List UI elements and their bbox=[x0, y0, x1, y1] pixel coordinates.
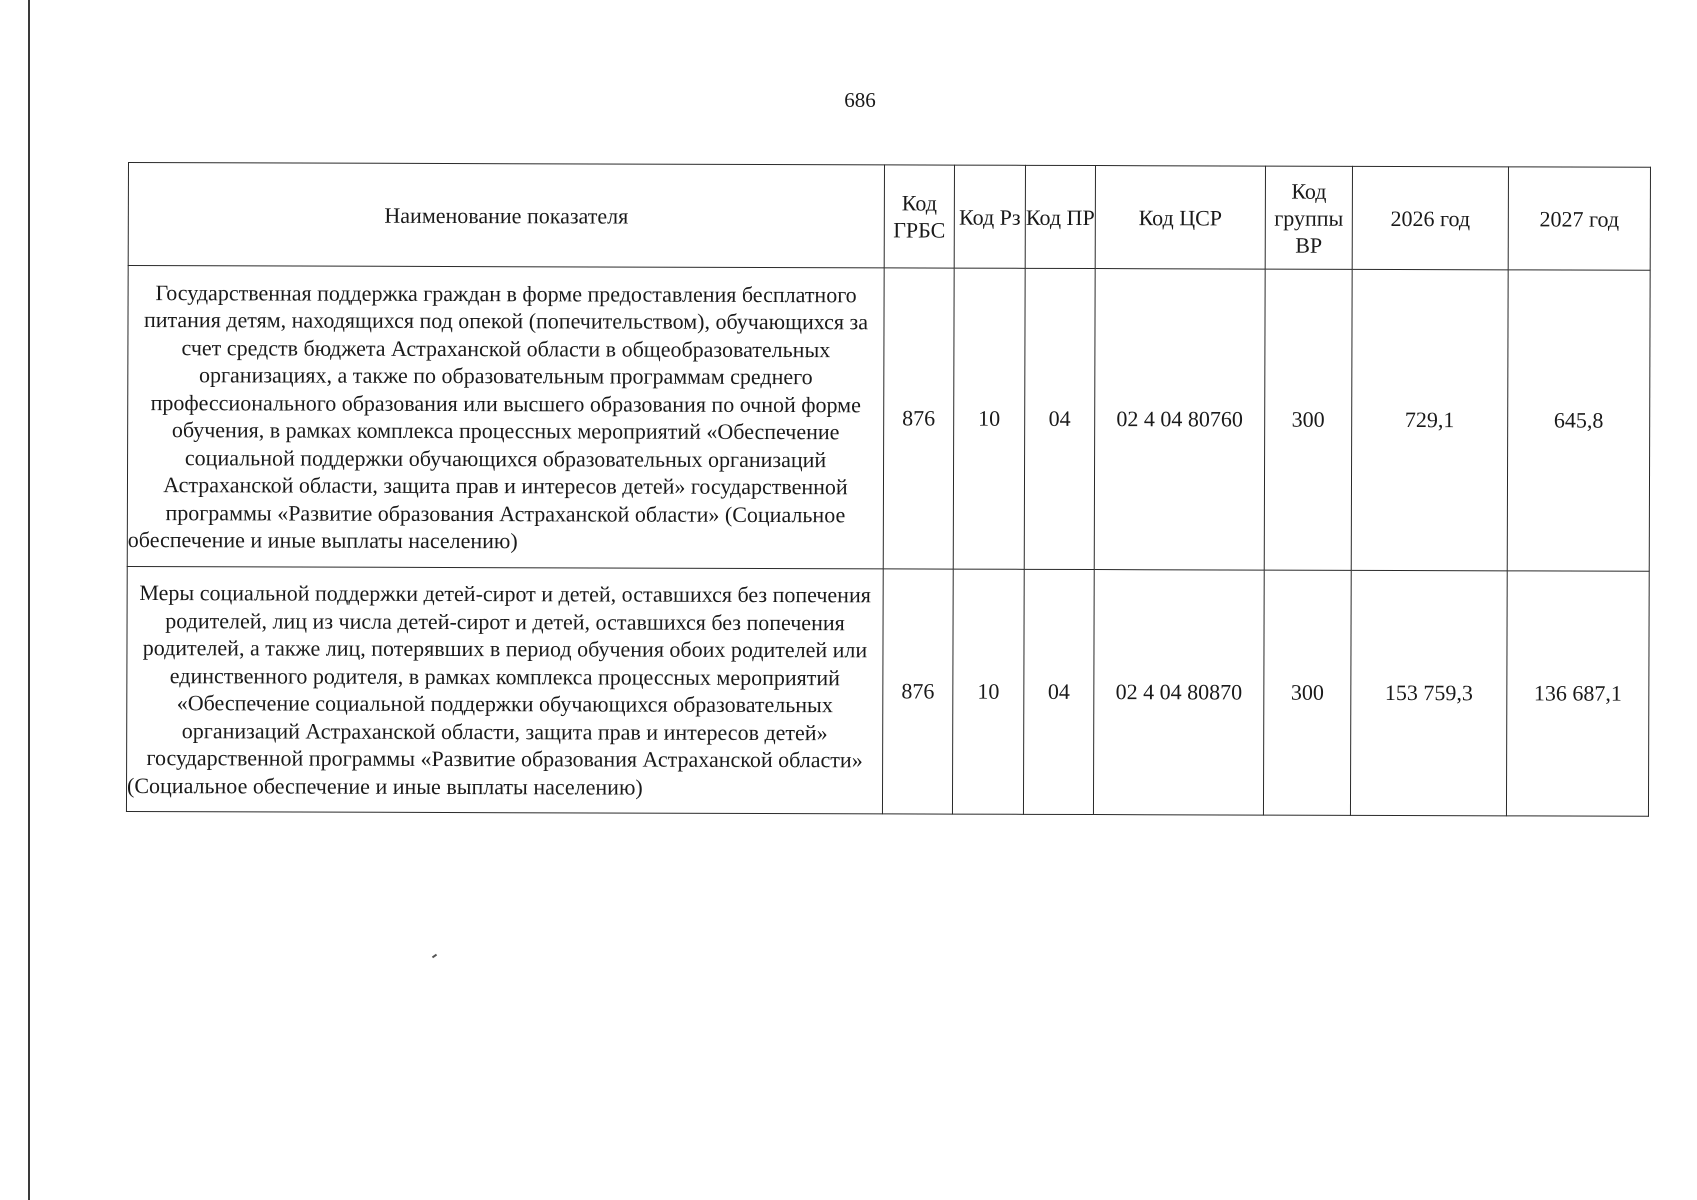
header-pr: Код ПР bbox=[1025, 165, 1095, 268]
header-grbs: Код ГРБС bbox=[884, 165, 954, 268]
table-row bbox=[127, 266, 1650, 572]
row-name-cell: Государственная поддержка граждан в форме предоставления бесплатного питания детям, находящихся под опекой (попечительством), обучающихся за счет средств бюджета Астраханской области в общеобразовательных организациях, а также по образовательным программам среднего профессионального образования или высшего образования по очной форме обучения, в рамках комплекса процессных мероприятий «Обеспечение социальной поддержки обучающихся образовательных организаций Астраханской области, защита прав и интересов детей» государственной программы «Развитие образования Астраханской области» (Социальное обеспечение и иные выплаты населению) bbox=[127, 266, 884, 569]
page-number: 686 bbox=[844, 88, 876, 112]
binding-edge-line bbox=[28, 0, 30, 1200]
row-vr-cell: 300 bbox=[1263, 570, 1351, 815]
table-row bbox=[126, 566, 1649, 816]
header-2027: 2027 год bbox=[1508, 167, 1650, 270]
header-csr: Код ЦСР bbox=[1095, 166, 1265, 270]
row-2026-cell: 153 759,3 bbox=[1350, 570, 1507, 815]
row-vr-cell: 300 bbox=[1264, 269, 1352, 570]
header-rz: Код Рз bbox=[954, 165, 1025, 268]
row-2027-cell: 136 687,1 bbox=[1506, 571, 1649, 816]
header-name: Наименование показателя bbox=[128, 163, 884, 268]
row-csr-cell: 02 4 04 80760 bbox=[1094, 269, 1265, 571]
table-header-row bbox=[128, 163, 1650, 271]
row-2027-cell: 645,8 bbox=[1507, 270, 1650, 571]
row-rz-cell: 10 bbox=[952, 569, 1024, 814]
row-rz-cell: 10 bbox=[953, 268, 1025, 569]
row-grbs-cell: 876 bbox=[883, 268, 954, 569]
scan-speck bbox=[432, 954, 437, 959]
row-pr-cell: 04 bbox=[1023, 569, 1094, 814]
row-grbs-cell: 876 bbox=[882, 569, 953, 814]
row-name-cell: Меры социальной поддержки детей-сирот и детей, оставшихся без попечения родителей, лиц из числа детей-сирот и детей, оставшихся без попечения родителей, а также лиц, потерявших в период обучения обоих родителей или единственного родителя, в рамках комплекса процессных мероприятий «Обеспечение социальной поддержки обучающихся образовательных организаций Астраханской области, защита прав и интересов детей» государственной программы «Развитие образования Астраханской области» (Социальное обеспечение и иные выплаты населению) bbox=[126, 566, 883, 813]
header-vr: Код группы ВР bbox=[1265, 166, 1352, 269]
header-2026: 2026 год bbox=[1352, 166, 1508, 269]
row-2026-cell: 729,1 bbox=[1351, 269, 1508, 570]
budget-table bbox=[126, 162, 1651, 817]
row-pr-cell: 04 bbox=[1024, 268, 1095, 569]
row-csr-cell: 02 4 04 80870 bbox=[1093, 570, 1264, 816]
